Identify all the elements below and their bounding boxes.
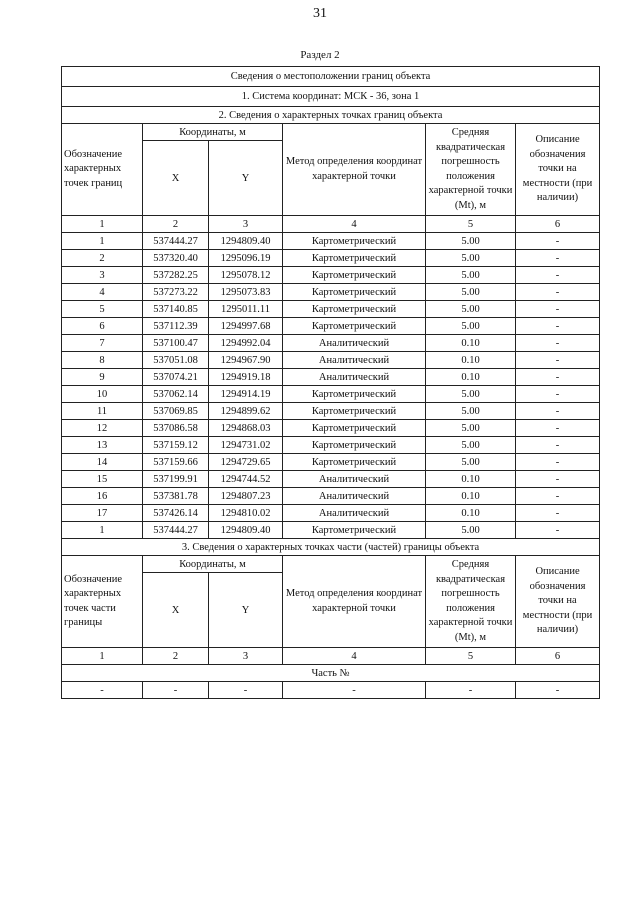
cell-mt: 5.00: [426, 522, 516, 539]
cell-n: 2: [62, 250, 143, 267]
cell-n: 1: [62, 233, 143, 250]
page-number: 31: [313, 6, 327, 21]
col-number: 6: [516, 216, 600, 233]
cell-method: Картометрический: [283, 250, 426, 267]
cell-desc: -: [516, 437, 600, 454]
header-row-1: [62, 124, 600, 141]
cell-mt: 0.10: [426, 505, 516, 522]
part-designation-text: Обозначение характерных точек части границы: [64, 573, 123, 628]
cell-desc: -: [516, 403, 600, 420]
cell-x: 537381.78: [143, 488, 209, 505]
header-point-designation: Обозначение характерных точек границ: [62, 124, 143, 216]
part-data-row: [62, 682, 600, 699]
cell-desc: -: [516, 386, 600, 403]
cell-x: 537282.25: [143, 267, 209, 284]
table-row: [62, 335, 600, 352]
cell-y: 1294744.52: [209, 471, 283, 488]
table-row: [62, 386, 600, 403]
cell-desc: -: [516, 284, 600, 301]
table-row: [62, 471, 600, 488]
col-number: 3: [209, 216, 283, 233]
table-row: [62, 267, 600, 284]
cell-mt: 5.00: [426, 454, 516, 471]
coord-system-row: [62, 87, 600, 107]
cell-x: 537051.08: [143, 352, 209, 369]
col-number: 4: [283, 216, 426, 233]
cell-x: 537444.27: [143, 233, 209, 250]
cell-desc: -: [516, 471, 600, 488]
table-row: [62, 233, 600, 250]
cell-method: Аналитический: [283, 335, 426, 352]
header-coordinates-part: Координаты, м: [143, 556, 283, 573]
cell-mt: 5.00: [426, 284, 516, 301]
cell-y: 1294967.90: [209, 352, 283, 369]
cell-x: 537444.27: [143, 522, 209, 539]
col-number: 4: [283, 648, 426, 665]
part-column-numbers-row: [62, 648, 600, 665]
cell-n: 9: [62, 369, 143, 386]
cell-y: 1294997.68: [209, 318, 283, 335]
cell-n: 10: [62, 386, 143, 403]
cell-mt: 5.00: [426, 301, 516, 318]
cell-y: 1294807.23: [209, 488, 283, 505]
cell-n: 13: [62, 437, 143, 454]
header-description-part: Описание обозначения точки на местности (при наличии): [516, 556, 600, 648]
cell-mt: 0.10: [426, 352, 516, 369]
cell-desc: -: [516, 301, 600, 318]
table-row: [62, 403, 600, 420]
cell-desc: -: [516, 454, 600, 471]
section3-heading-row: [62, 539, 600, 556]
header-x: X: [143, 141, 209, 216]
cell-mt: 5.00: [426, 250, 516, 267]
cell-mt: 5.00: [426, 233, 516, 250]
cell-mt: 5.00: [426, 403, 516, 420]
part-cell: -: [62, 682, 143, 699]
cell-method: Аналитический: [283, 352, 426, 369]
cell-method: Картометрический: [283, 284, 426, 301]
cell-desc: -: [516, 488, 600, 505]
col-number: 2: [143, 648, 209, 665]
cell-desc: -: [516, 318, 600, 335]
table-title-row: [62, 67, 600, 87]
col-number: 1: [62, 648, 143, 665]
cell-method: Картометрический: [283, 301, 426, 318]
cell-n: 1: [62, 522, 143, 539]
cell-desc: -: [516, 522, 600, 539]
cell-mt: 5.00: [426, 267, 516, 284]
cell-desc: -: [516, 352, 600, 369]
cell-x: 537199.91: [143, 471, 209, 488]
header-y-part: Y: [209, 573, 283, 648]
cell-desc: -: [516, 233, 600, 250]
cell-x: 537086.58: [143, 420, 209, 437]
cell-mt: 5.00: [426, 318, 516, 335]
cell-mt: 5.00: [426, 420, 516, 437]
part-cell: -: [426, 682, 516, 699]
part-cell: -: [283, 682, 426, 699]
cell-method: Картометрический: [283, 233, 426, 250]
part-cell: -: [209, 682, 283, 699]
cell-n: 8: [62, 352, 143, 369]
cell-mt: 0.10: [426, 335, 516, 352]
cell-x: 537074.21: [143, 369, 209, 386]
cell-x: 537426.14: [143, 505, 209, 522]
cell-y: 1295011.11: [209, 301, 283, 318]
cell-y: 1295078.12: [209, 267, 283, 284]
cell-desc: -: [516, 420, 600, 437]
cell-mt: 5.00: [426, 437, 516, 454]
cell-n: 14: [62, 454, 143, 471]
cell-y: 1294809.40: [209, 233, 283, 250]
cell-y: 1294899.62: [209, 403, 283, 420]
cell-n: 17: [62, 505, 143, 522]
header-accuracy-part: Средняя квадратическая погрешность положения характерной точки (Mt), м: [426, 556, 516, 648]
table-row: [62, 454, 600, 471]
cell-y: 1295096.19: [209, 250, 283, 267]
part-header-row-1: [62, 556, 600, 573]
header-y: Y: [209, 141, 283, 216]
cell-x: 537159.12: [143, 437, 209, 454]
cell-n: 3: [62, 267, 143, 284]
coord-system: 1. Система координат: МСК - 36, зона 1: [62, 87, 600, 107]
col-number: 5: [426, 216, 516, 233]
cell-n: 5: [62, 301, 143, 318]
cell-method: Картометрический: [283, 454, 426, 471]
header-description: Описание обозначения точки на местности (при наличии): [516, 124, 600, 216]
section-title: Раздел 2: [300, 49, 340, 61]
cell-desc: -: [516, 267, 600, 284]
cell-method: Картометрический: [283, 403, 426, 420]
table-row: [62, 352, 600, 369]
table-row: [62, 284, 600, 301]
section2-heading: 2. Сведения о характерных точках границ объекта: [62, 107, 600, 124]
cell-method: Аналитический: [283, 505, 426, 522]
cell-desc: -: [516, 369, 600, 386]
table-title: Сведения о местоположении границ объекта: [62, 67, 600, 87]
header-coordinates: Координаты, м: [143, 124, 283, 141]
cell-y: 1294919.18: [209, 369, 283, 386]
table-row: [62, 420, 600, 437]
cell-n: 12: [62, 420, 143, 437]
cell-x: 537100.47: [143, 335, 209, 352]
cell-method: Картометрический: [283, 420, 426, 437]
cell-y: 1294992.04: [209, 335, 283, 352]
cell-n: 6: [62, 318, 143, 335]
cell-method: Картометрический: [283, 386, 426, 403]
table-row: [62, 505, 600, 522]
cell-y: 1295073.83: [209, 284, 283, 301]
cell-mt: 0.10: [426, 488, 516, 505]
cell-n: 15: [62, 471, 143, 488]
part-label: Часть №: [62, 665, 600, 682]
cell-n: 16: [62, 488, 143, 505]
col-number: 3: [209, 648, 283, 665]
cell-x: 537320.40: [143, 250, 209, 267]
cell-method: Аналитический: [283, 471, 426, 488]
cell-x: 537112.39: [143, 318, 209, 335]
col-number: 2: [143, 216, 209, 233]
table-row: [62, 369, 600, 386]
table-row: [62, 318, 600, 335]
table-row: [62, 437, 600, 454]
header-point-designation-part: [62, 556, 143, 648]
cell-method: Картометрический: [283, 318, 426, 335]
header-method: Метод определения координат характерной точки: [283, 124, 426, 216]
cell-x: 537069.85: [143, 403, 209, 420]
part-cell: -: [143, 682, 209, 699]
cell-method: Аналитический: [283, 369, 426, 386]
cell-x: 537062.14: [143, 386, 209, 403]
cell-y: 1294729.65: [209, 454, 283, 471]
cell-desc: -: [516, 505, 600, 522]
cell-desc: -: [516, 335, 600, 352]
cell-method: Картометрический: [283, 522, 426, 539]
cell-mt: 5.00: [426, 386, 516, 403]
cell-method: Аналитический: [283, 488, 426, 505]
part-label-row: [62, 665, 600, 682]
cell-n: 11: [62, 403, 143, 420]
boundary-table: [61, 66, 600, 699]
header-x-part: X: [143, 573, 209, 648]
section2-heading-row: [62, 107, 600, 124]
header-method-part: Метод определения координат характерной точки: [283, 556, 426, 648]
col-number: 5: [426, 648, 516, 665]
cell-y: 1294731.02: [209, 437, 283, 454]
section3-heading: 3. Сведения о характерных точках части (частей) границы объекта: [62, 539, 600, 556]
cell-method: Картометрический: [283, 437, 426, 454]
table-row: [62, 522, 600, 539]
col-number: 6: [516, 648, 600, 665]
cell-n: 7: [62, 335, 143, 352]
cell-y: 1294809.40: [209, 522, 283, 539]
cell-y: 1294914.19: [209, 386, 283, 403]
cell-n: 4: [62, 284, 143, 301]
table-row: [62, 488, 600, 505]
table-row: [62, 250, 600, 267]
cell-desc: -: [516, 250, 600, 267]
cell-mt: 0.10: [426, 471, 516, 488]
cell-y: 1294810.02: [209, 505, 283, 522]
table-row: [62, 301, 600, 318]
col-number: 1: [62, 216, 143, 233]
cell-x: 537140.85: [143, 301, 209, 318]
column-numbers-row: [62, 216, 600, 233]
cell-x: 537273.22: [143, 284, 209, 301]
cell-y: 1294868.03: [209, 420, 283, 437]
part-cell: -: [516, 682, 600, 699]
cell-mt: 0.10: [426, 369, 516, 386]
cell-method: Картометрический: [283, 267, 426, 284]
cell-x: 537159.66: [143, 454, 209, 471]
header-accuracy: Средняя квадратическая погрешность положения характерной точки (Mt), м: [426, 124, 516, 216]
